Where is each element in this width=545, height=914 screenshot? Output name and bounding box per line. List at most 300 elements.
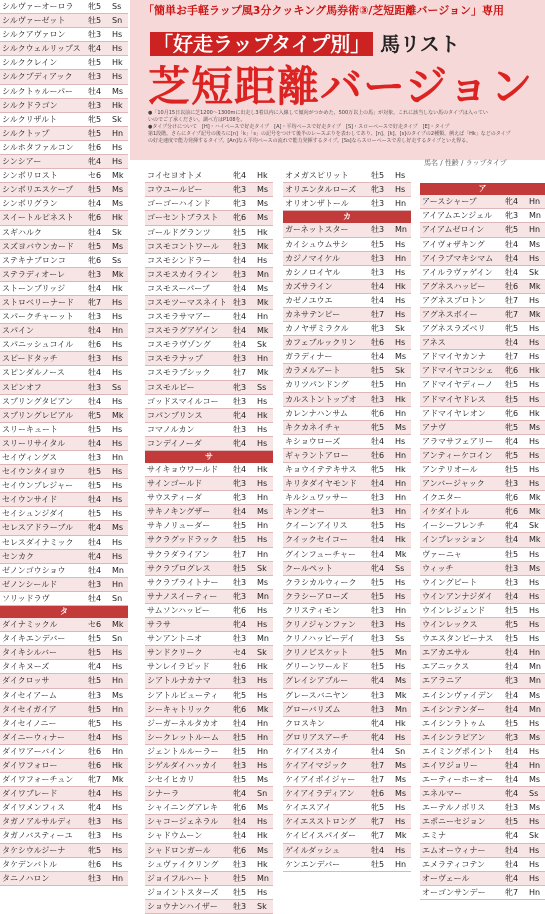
horse-row: [283, 449, 411, 463]
sex-age: 牡3: [233, 354, 247, 364]
horse-row: [0, 479, 128, 493]
lap-type: Sk: [395, 324, 405, 334]
lap-type: Ss: [395, 563, 405, 573]
sex-age: 牡4: [88, 227, 102, 237]
sex-age: 牡3: [371, 507, 385, 517]
horse-name: コスモルビー: [147, 382, 195, 392]
horse-name: グロリアスアーチ: [285, 732, 349, 742]
lap-type: Ms: [257, 507, 269, 517]
horse-row: [0, 858, 128, 872]
lap-type: Ms: [529, 803, 541, 813]
horse-row: [0, 745, 128, 759]
sex-age: 牡6: [233, 662, 247, 672]
lap-type: Hn: [257, 746, 269, 756]
sex-age: 牡4: [88, 199, 102, 209]
horse-row: [145, 338, 273, 352]
horse-name: ケイエスストロング: [285, 817, 356, 827]
horse-name: サクラダライアン: [147, 549, 210, 559]
lap-type: Mk: [257, 241, 269, 251]
horse-name: シルヴァーゼット: [2, 16, 66, 26]
sex-age: 牡5: [505, 634, 519, 644]
lap-type: Mk: [257, 368, 269, 378]
sex-age: 牡4: [371, 479, 385, 489]
sex-age: 牡4: [233, 326, 247, 336]
lap-type: Ms: [257, 185, 269, 195]
lap-type: Mk: [112, 775, 124, 785]
horse-row: [0, 465, 128, 479]
lap-type: Hk: [257, 831, 268, 841]
horse-name: ウインアンナジダイ: [422, 591, 493, 601]
horse-row: [145, 226, 273, 240]
lap-type: Hs: [529, 873, 540, 883]
horse-row: [283, 322, 411, 336]
horse-name: クールペット: [285, 563, 333, 573]
sex-age: 牡5: [88, 424, 102, 434]
sex-age: 牡5: [371, 591, 385, 601]
horse-row: [283, 350, 411, 364]
horse-row: [0, 268, 128, 282]
horse-name: カフェブルックリン: [285, 338, 357, 348]
horse-name: ダイワフォーチュン: [2, 775, 74, 785]
horse-name: タイキシルバー: [2, 648, 57, 658]
lap-type: Ms: [257, 213, 269, 223]
sex-age: セ6: [88, 171, 102, 181]
lap-type: Hs: [395, 239, 406, 249]
horse-name: タイセイアーム: [2, 690, 57, 700]
lap-type: Hs: [257, 438, 268, 448]
sex-age: 牝3: [233, 382, 247, 392]
horse-row: [145, 197, 273, 211]
horse-row: [283, 829, 411, 843]
horse-name: タイセイノニー: [2, 718, 57, 728]
lap-type: Hs: [395, 817, 406, 827]
lap-type: Hs: [112, 859, 123, 869]
lap-type: Ss: [529, 789, 539, 799]
horse-row: [0, 395, 128, 409]
horse-name: サイキョウワールド: [147, 465, 219, 474]
horse-name: シャドウムーン: [147, 831, 203, 841]
lap-type: Hn: [529, 225, 541, 235]
horse-name: タガノアルサルディ: [2, 817, 73, 827]
lap-type: Hn: [112, 704, 124, 714]
lap-type: Hs: [112, 368, 123, 378]
horse-row: [283, 674, 411, 688]
horse-name: アドマイヤレオン: [422, 408, 486, 418]
horse-name: コパンプリンス: [147, 410, 203, 420]
horse-name: クリノビスケット: [285, 648, 349, 658]
horse-row: [420, 533, 545, 547]
lap-type: Hn: [257, 493, 269, 503]
lap-type: Ms: [257, 199, 269, 209]
sex-age: 牝6: [505, 493, 519, 503]
lap-type: Ms: [395, 422, 407, 432]
lap-type: Mn: [395, 648, 407, 658]
lap-type: Hn: [257, 549, 269, 559]
sex-age: 牡4: [233, 283, 247, 293]
lap-type: Hn: [529, 648, 541, 658]
lap-type: Ms: [529, 775, 541, 785]
lap-type: Hs: [112, 537, 123, 547]
horse-row: [420, 646, 545, 660]
sex-age: 牡3: [371, 620, 385, 630]
lap-type: Mk: [529, 309, 541, 319]
horse-row: [420, 407, 545, 421]
horse-name: イーシーフレンチ: [422, 521, 485, 531]
horse-name: カシノロイヤル: [285, 267, 341, 277]
sex-age: 牡7: [371, 309, 385, 319]
horse-name: グレイシアブルー: [285, 676, 349, 686]
horse-row: [145, 717, 273, 731]
horse-row: [0, 536, 128, 550]
horse-name: アグネスプロトン: [422, 295, 486, 305]
horse-name: シアトルナカナマ: [147, 676, 211, 686]
lap-type: Mk: [529, 535, 541, 545]
horse-name: アンテリオール: [422, 465, 478, 474]
horse-row: [283, 183, 411, 197]
lap-type: Hs: [112, 817, 123, 827]
sex-age: 牡5: [371, 521, 385, 531]
lap-type: Hs: [529, 817, 540, 827]
sex-age: 牡3: [233, 859, 247, 869]
banner-top: 「簡単お手軽ラップ風3分クッキング馬券術③/芝短距離バージョン」専用: [143, 4, 504, 17]
horse-row: [0, 42, 128, 56]
horse-row: [145, 703, 273, 717]
horse-row: [283, 703, 411, 717]
lap-type: Hs: [529, 295, 540, 305]
horse-name: スパニッシュコイル: [2, 340, 74, 350]
horse-row: [283, 435, 411, 449]
horse-row: [420, 590, 545, 604]
horse-row: [283, 533, 411, 547]
horse-name: ガーネットスター: [285, 225, 349, 235]
horse-name: コンデイノーダ: [147, 438, 202, 448]
sex-age: 牡5: [88, 704, 102, 714]
lap-type: Sk: [257, 340, 267, 350]
horse-row: [420, 717, 545, 731]
horse-name: コスモラナップ: [147, 354, 203, 364]
lap-type: Ms: [395, 676, 407, 686]
horse-name: タガノバスティーユ: [2, 831, 73, 841]
horse-name: シルヴァーオーロラ: [2, 2, 74, 11]
lap-type: Hs: [257, 605, 268, 615]
lap-type: Ss: [112, 382, 122, 392]
horse-name: カノヤザミラクル: [285, 324, 349, 334]
horse-row: [0, 85, 128, 99]
sex-age: 牡4: [505, 648, 519, 658]
horse-row: [283, 801, 411, 815]
lap-type: Hs: [529, 324, 540, 334]
lap-type: Hs: [257, 817, 268, 827]
horse-name: アグネスハッピー: [422, 281, 486, 291]
lap-type: Hs: [529, 450, 540, 460]
note-line: 第1段階。さらにタイプ記号の後ろに[n]「k」「s」の記号をつけて後半のレースぶりを表わしてあり、[n]、[k]、[s]のタイプの2種類、例えば「Hk」などのタイプ: [148, 131, 511, 137]
sex-age: 牝7: [371, 817, 385, 827]
horse-row: [420, 238, 545, 252]
sex-age: 牝3: [505, 676, 519, 686]
sex-age: 牡3: [233, 676, 247, 686]
sex-age: 牡6: [88, 746, 102, 756]
horse-name: シアトルビューティ: [147, 690, 219, 700]
horse-name: アドマイヤカンナ: [422, 352, 486, 362]
sex-age: 牡6: [88, 142, 102, 152]
horse-row: [0, 381, 128, 395]
sex-age: 牡4: [88, 537, 102, 547]
sex-age: 牝5: [88, 718, 102, 728]
sex-age: 牡4: [88, 732, 102, 742]
horse-name: ケイエスアイ: [285, 803, 332, 813]
lap-type: Ms: [257, 577, 269, 587]
lap-type: Hs: [112, 509, 123, 519]
sex-age: 牡5: [88, 648, 102, 658]
horse-name: タケシウルジーナ: [2, 845, 66, 855]
lap-type: Hs: [257, 479, 268, 489]
sex-age: 牝4: [371, 718, 385, 728]
sex-age: 牡3: [233, 269, 247, 279]
sex-age: 牡4: [233, 340, 247, 350]
horse-row: [145, 324, 273, 338]
horse-name: ストロベリーナード: [2, 297, 74, 307]
horse-row: [145, 366, 273, 380]
sex-age: 牡3: [505, 563, 519, 573]
lap-type: Ss: [112, 255, 122, 265]
horse-name: エイシンラピアン: [422, 732, 486, 742]
horse-row: [283, 505, 411, 519]
lap-type: Mn: [257, 269, 269, 279]
horse-name: サナノスイーティー: [147, 591, 218, 601]
horse-row: [0, 282, 128, 296]
horse-name: ゴーゴーハインド: [147, 199, 211, 209]
horse-name: ストーンブリッジ: [2, 283, 66, 293]
note-line: ●タイプ分けについて [H]・ハイペースで好走タイプ [A]・平均ペースで好走タイプ [S]・スローペースで好走タイプ [E]・タイプ: [148, 124, 450, 130]
sex-age: 牡3: [88, 690, 102, 700]
horse-row: [283, 618, 411, 632]
horse-row: [0, 366, 128, 380]
lap-type: Hs: [395, 845, 406, 855]
horse-row: [0, 0, 128, 14]
horse-row: [420, 280, 545, 294]
horse-row: [0, 717, 128, 731]
horse-name: ダイワフォロー: [2, 760, 58, 770]
horse-name: エアカエサル: [422, 648, 470, 658]
horse-name: ダイナミックル: [2, 620, 58, 630]
lap-type: Hs: [395, 338, 406, 348]
horse-name: クリノジャンファン: [285, 620, 357, 630]
horse-name: キョウイテテキサス: [285, 465, 357, 474]
sex-age: 牡4: [505, 760, 519, 770]
horse-row: [420, 308, 545, 322]
lap-type: Hs: [112, 551, 123, 561]
horse-row: [0, 70, 128, 84]
lap-type: Hs: [529, 718, 540, 728]
horse-name: シルククレイン: [2, 58, 58, 68]
sex-age: 牝3: [505, 211, 519, 221]
sex-age: 牡6: [371, 789, 385, 799]
sex-age: 牡4: [88, 368, 102, 378]
horse-name: サインゴールド: [147, 479, 203, 489]
lap-type: Hs: [112, 312, 123, 322]
lap-type: Hs: [112, 157, 123, 167]
sex-age: 牝6: [233, 605, 247, 615]
sex-age: 牝5: [505, 324, 519, 334]
horse-row: [145, 773, 273, 787]
horse-row: [420, 195, 545, 209]
lap-type: Mn: [257, 634, 269, 644]
horse-name: セイウンサイド: [2, 495, 58, 505]
sex-age: 牡3: [371, 634, 385, 644]
lap-type: Hk: [529, 366, 540, 376]
horse-row: [0, 324, 128, 338]
horse-row: [283, 238, 411, 252]
lap-type: Sn: [257, 789, 268, 799]
sex-age: 牡4: [88, 86, 102, 96]
horse-name: ウイングビート: [422, 577, 478, 587]
horse-row: [0, 423, 128, 437]
lap-type: Hs: [529, 845, 540, 855]
sex-age: 牡5: [233, 746, 247, 756]
sex-age: 牝6: [371, 408, 385, 418]
sex-age: 牝3: [233, 591, 247, 601]
lap-type: Hs: [529, 479, 540, 489]
horse-name: コスモシンドラー: [147, 255, 211, 265]
horse-name: エイミングポイント: [422, 746, 494, 756]
lap-type: Hn: [395, 859, 407, 869]
horse-row: [420, 632, 545, 646]
horse-row: [420, 421, 545, 435]
horse-row: [0, 113, 128, 127]
horse-row: [420, 562, 545, 576]
sex-age: 牡4: [505, 239, 519, 249]
sex-age: 牡4: [371, 295, 385, 305]
sex-age: 牝4: [505, 521, 519, 531]
horse-name: ケイアイスカイ: [285, 746, 340, 756]
lap-type: Hn: [257, 718, 269, 728]
horse-row: [145, 590, 273, 604]
sex-age: 牡4: [233, 831, 247, 841]
horse-row: [145, 632, 273, 646]
horse-row: [0, 14, 128, 28]
horse-row: [145, 183, 273, 197]
horse-name: ダイクロッサ: [2, 676, 50, 686]
lap-type: Hs: [112, 354, 123, 364]
horse-row: [145, 562, 273, 576]
horse-row: [145, 801, 273, 815]
sex-age: 牡5: [88, 509, 102, 519]
lap-type: Hs: [257, 620, 268, 630]
horse-name: キングオー: [285, 507, 325, 517]
horse-row: [0, 660, 128, 674]
sex-age: 牡5: [88, 16, 102, 26]
horse-row: [420, 886, 545, 900]
sex-age: 牝4: [233, 171, 247, 181]
horse-name: ケイアイポイジャー: [285, 775, 356, 785]
lap-type: Hs: [112, 648, 123, 658]
sex-age: 牡3: [371, 267, 385, 277]
horse-name: キショウローズ: [285, 436, 341, 446]
horse-row: [420, 322, 545, 336]
lap-type: Ms: [395, 760, 407, 770]
lap-type: Hs: [112, 396, 123, 406]
horse-row: [145, 395, 273, 409]
horse-name: クイーンアイリス: [285, 521, 348, 531]
sex-age: 牡4: [88, 565, 102, 575]
lap-type: Hs: [112, 297, 123, 307]
horse-name: スパイン: [2, 326, 34, 336]
sex-age: 牝5: [371, 803, 385, 813]
horse-row: [283, 294, 411, 308]
horse-row: [420, 815, 545, 829]
sex-age: 牡3: [88, 873, 102, 883]
horse-name: シンボリグラン: [2, 199, 58, 209]
lap-type: Ms: [529, 732, 541, 742]
horse-row: [420, 829, 545, 843]
lap-type: Mn: [529, 676, 541, 686]
sex-age: 牝6: [505, 366, 519, 376]
horse-name: シルクトゥルーパー: [2, 86, 74, 96]
sex-age: 牝5: [88, 2, 102, 11]
horse-row: [0, 578, 128, 592]
horse-row: [420, 604, 545, 618]
horse-row: [0, 254, 128, 268]
lap-type: Hs: [529, 253, 540, 263]
lap-type: Ms: [395, 775, 407, 785]
horse-row: [0, 226, 128, 240]
horse-name: オリオンザトール: [285, 199, 349, 209]
sex-age: 牡4: [233, 312, 247, 322]
horse-row: [283, 280, 411, 294]
horse-row: [145, 660, 273, 674]
lap-type: Sk: [395, 366, 405, 376]
horse-name: グレースバニヤン: [285, 690, 349, 700]
sex-age: 牝3: [505, 732, 519, 742]
lap-type: Hn: [395, 605, 407, 615]
lap-type: Hk: [395, 535, 406, 545]
lap-type: Hk: [395, 465, 406, 474]
sex-age: 牝5: [371, 465, 385, 474]
sex-age: 牡3: [88, 354, 102, 364]
horse-name: シュヴァイクリング: [147, 859, 219, 869]
horse-row: [0, 773, 128, 787]
lap-type: Hk: [112, 58, 123, 68]
horse-name: クイックセイコー: [285, 535, 348, 545]
lap-type: Hs: [112, 831, 123, 841]
sex-age: 牝6: [233, 704, 247, 714]
horse-row: [283, 519, 411, 533]
horse-name: ゴールドグランツ: [147, 227, 211, 237]
horse-name: ウエスタンピーナス: [422, 634, 494, 644]
lap-type: Hk: [257, 410, 268, 420]
horse-name: ゼノンゴウショウ: [2, 565, 66, 575]
sex-age: セ4: [233, 648, 247, 658]
horse-row: [0, 211, 128, 225]
horse-row: [420, 463, 545, 477]
sex-age: 牡4: [505, 535, 519, 545]
sex-age: 牡5: [371, 662, 385, 672]
horse-name: ケイアイラディアン: [285, 789, 355, 799]
horse-row: [420, 449, 545, 463]
horse-name: スギハルク: [2, 227, 42, 237]
horse-name: シンボリロスト: [2, 171, 58, 181]
horse-name: ゲイルダッシュ: [285, 845, 340, 855]
lap-type: Ms: [257, 775, 269, 785]
horse-name: クリノハッピーデイ: [285, 634, 356, 644]
horse-row: [283, 844, 411, 858]
horse-name: ショウナンハイザー: [147, 901, 218, 911]
horse-name: ウィッチ: [422, 563, 454, 573]
horse-name: カジノマイケル: [285, 253, 340, 263]
horse-row: [283, 266, 411, 280]
horse-row: [283, 773, 411, 787]
lap-type: Mk: [529, 493, 541, 503]
